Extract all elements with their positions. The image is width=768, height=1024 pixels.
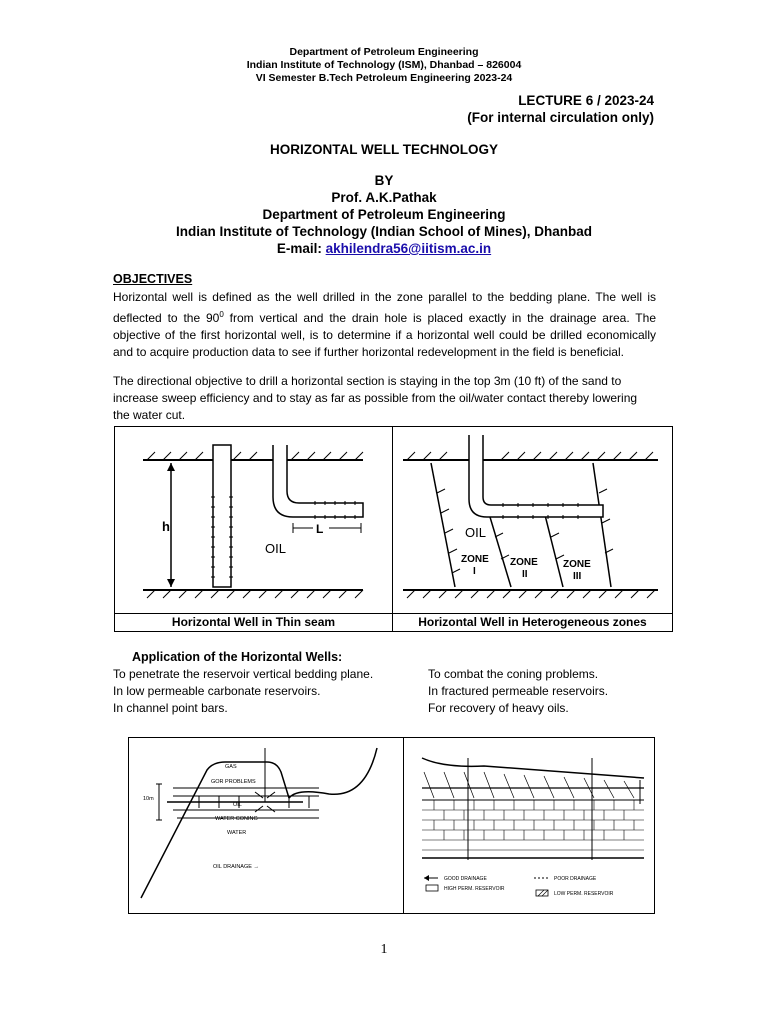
coning-diagram (129, 738, 403, 913)
zone-2-label: ZONE (510, 557, 538, 568)
applications-heading: Application of the Horizontal Wells: (132, 650, 343, 664)
table-divider (115, 613, 672, 614)
header-semester: VI Semester B.Tech Petroleum Engineering 2023-24 (255, 72, 513, 84)
header-institute: Indian Institute of Technology (ISM), Dhanbad – 826004 (246, 59, 522, 71)
application-right-3: For recovery of heavy oils. (428, 701, 569, 715)
author-email-line (0, 241, 768, 257)
application-left-1: To penetrate the reservoir vertical bedding plane. (113, 667, 374, 681)
water-label: WATER (227, 830, 247, 836)
application-left-2: In low permeable carbonate reservoirs. (113, 684, 321, 698)
lecture-number: LECTURE 6 / 2023-24 (518, 93, 654, 108)
zone-1-label: ZONE (461, 554, 489, 565)
objectives-paragraph-2: The directional objective to drill a horizontal section is staying in the top 3m (10 ft) of the sand to increase sweep efficiency and to stay as far as possible from the oil/water contact thereby lowering the water cut. (113, 374, 638, 422)
caption-thin-seam: Horizontal Well in Thin seam (171, 615, 336, 629)
l-label: L (316, 522, 324, 536)
gas-label: GAS (225, 764, 237, 770)
oil-drainage-label: OIL DRAINAGE → (213, 864, 259, 870)
application-right-2: In fractured permeable reservoirs. (428, 684, 609, 698)
gor-label: GOR PROBLEMS (211, 779, 256, 785)
zone-3-label: ZONE (563, 559, 591, 570)
email-link[interactable]: akhilendra56@iitism.ac.in (325, 241, 492, 256)
heterogeneous-zones-diagram (393, 427, 672, 613)
objectives-paragraph-1 (113, 289, 656, 361)
good-drainage-label: GOOD DRAINAGE (444, 876, 487, 882)
application-left-3: In channel point bars. (113, 701, 228, 715)
oil-label: OIL (465, 525, 486, 540)
header-department: Department of Petroleum Engineering (289, 46, 479, 58)
poor-drainage-label: POOR DRAINAGE (554, 876, 597, 882)
caption-heterogeneous-zones: Horizontal Well in Heterogeneous zones (418, 615, 647, 629)
page-number: 1 (380, 942, 388, 957)
application-right-1: To combat the coning problems. (428, 667, 599, 681)
drainage-diagram (404, 738, 654, 913)
email-label: E-mail: (276, 241, 326, 256)
thin-seam-diagram (115, 427, 392, 613)
oil-label: OIL (265, 541, 286, 556)
high-perm-label: HIGH PERM. RESERVOIR (444, 886, 505, 892)
ten-meter-label: 10m (143, 796, 154, 802)
water-coning-label: WATER CONING (215, 816, 258, 822)
zone-3-number: III (573, 571, 582, 582)
oil-label: OIL (233, 802, 242, 808)
document-title: HORIZONTAL WELL TECHNOLOGY (270, 142, 498, 157)
zone-1-number: I (473, 566, 476, 577)
circulation-note: (For internal circulation only) (467, 110, 654, 125)
h-label: h (162, 519, 170, 534)
low-perm-label: LOW PERM. RESERVOIR (554, 891, 614, 897)
objectives-heading: OBJECTIVES (113, 272, 193, 286)
by-label: BY (374, 173, 394, 188)
figure-table-1 (114, 426, 673, 632)
author-institute: Indian Institute of Technology (Indian School of Mines), Dhanbad (176, 224, 592, 239)
degree-superscript: 0 (219, 310, 224, 319)
author-department: Department of Petroleum Engineering (262, 207, 506, 222)
author-name: Prof. A.K.Pathak (331, 190, 437, 205)
zone-2-number: II (522, 569, 528, 580)
para1-text-b: from vertical and the drain hole is placed exactly in the drainage area. The objective of the first horizontal well, is to determine if a horizontal well could be drilled economically and to acquire production data to see if further horizontal redevelopment in the field is beneficial. (113, 311, 656, 359)
figure-table-2 (128, 737, 655, 914)
para1-text-a: Horizontal well is defined as the well drilled in the zone parallel to the bedding plane. The well is deflected to the 90 (113, 290, 656, 325)
